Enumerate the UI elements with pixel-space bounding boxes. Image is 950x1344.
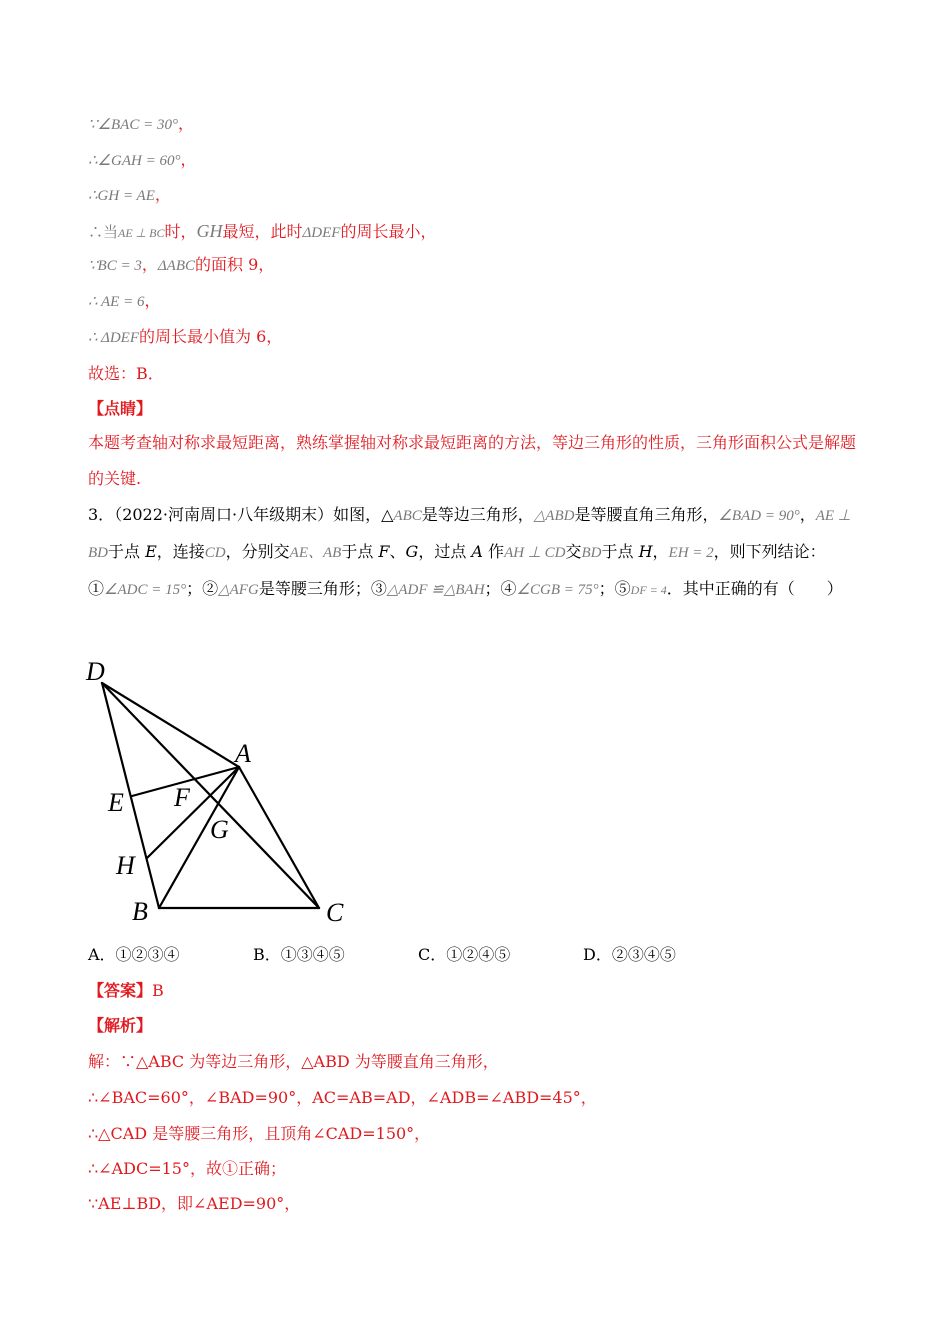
text: F xyxy=(378,542,390,561)
formula: ΔDEF xyxy=(302,225,341,241)
text: ，连接 xyxy=(156,542,205,561)
label-C: C xyxy=(326,898,344,927)
analysis-heading: 【解析】 xyxy=(88,1016,153,1035)
label-D: D xyxy=(86,657,105,686)
text: ， xyxy=(180,150,197,169)
text: ，分别交 xyxy=(225,542,290,561)
text: ，则下列结论：① xyxy=(88,542,826,598)
formula: △AFG xyxy=(218,582,259,598)
text: ， xyxy=(141,255,158,274)
formula: ∵∠BAC = 30° xyxy=(88,117,178,133)
text: 是等腰三角形；③ xyxy=(258,579,387,598)
analysis-line-5: ∵AE⊥BD，即∠AED=90°， xyxy=(88,1194,301,1213)
formula: ABC xyxy=(393,508,422,524)
label-G: G xyxy=(210,815,229,844)
formula: GH xyxy=(196,221,223,241)
solution-line-8: 故选：B． xyxy=(88,364,164,383)
analysis-line-1: 解：∵△ABC 为等边三角形，△ABD 为等腰直角三角形， xyxy=(88,1052,499,1071)
text: ；④ xyxy=(484,579,517,598)
formula: ∴∠GAH = 60° xyxy=(88,153,181,169)
text: G xyxy=(405,542,419,561)
text: 是等边三角形， xyxy=(421,505,534,524)
solution-line-6 xyxy=(88,290,161,313)
analysis-line-2: ∴∠BAC=60°，∠BAD=90°，AC=AB=AD，∠ADB=∠ABD=45°， xyxy=(88,1088,597,1107)
text: ．其中正确的有（ ） xyxy=(666,579,843,598)
solution-line-2 xyxy=(88,149,196,172)
formula: DF = 4 xyxy=(630,583,667,597)
text: E xyxy=(145,542,157,561)
analysis-line-3: ∴△CAD 是等腰三角形，且顶角∠CAD=150°， xyxy=(88,1124,431,1143)
geometry-figure xyxy=(80,650,370,935)
text: 交 xyxy=(565,542,582,561)
solution-line-1 xyxy=(88,113,194,136)
text: 是等腰直角三角形， xyxy=(574,505,719,524)
label-H: H xyxy=(116,851,135,880)
text: ；⑤ xyxy=(598,579,631,598)
formula: EH = 2 xyxy=(668,545,714,561)
formula: ∴ AE = 6 xyxy=(88,294,145,310)
label-A: A xyxy=(235,739,251,768)
text: 于点 xyxy=(341,542,379,561)
analysis-line-4: ∴∠ADC=15°，故①正确； xyxy=(88,1159,286,1178)
formula: ∠ADC = 15° xyxy=(104,582,187,598)
formula: ∴当 xyxy=(88,225,119,241)
option-c: C．①②④⑤ xyxy=(418,945,511,964)
text: 最短，此时 xyxy=(222,222,303,241)
text: ， xyxy=(177,114,194,133)
formula: ∴GH = AE xyxy=(88,188,155,204)
solution-line-3 xyxy=(88,184,171,207)
text: 的周长最小， xyxy=(340,222,437,241)
text: ， xyxy=(144,291,161,310)
comment-heading: 【点睛】 xyxy=(88,399,153,418)
text: ， xyxy=(154,185,171,204)
formula: AE、AB xyxy=(289,545,342,561)
formula: ∵BC = 3 xyxy=(88,258,142,274)
text: ，过点 xyxy=(418,542,472,561)
formula: △ABD xyxy=(533,508,575,524)
comment-body: 本题考查轴对称求最短距离，熟练掌握轴对称求最短距离的方法，等边三角形的性质，三角形面积公式是解题的关键. xyxy=(88,433,857,488)
text: 于点 xyxy=(108,542,146,561)
label-B: B xyxy=(132,897,148,926)
question-number: 3． xyxy=(88,505,115,524)
option-a: A．①②③④ xyxy=(88,945,180,964)
formula: AE ⊥ BC xyxy=(118,226,165,240)
text: 的面积 9， xyxy=(195,255,275,274)
text: H xyxy=(638,542,653,561)
question-source: （2022·河南周口·八年级期末）如图， xyxy=(114,505,382,524)
formula: ∠CGB = 75° xyxy=(516,582,599,598)
solution-line-7 xyxy=(88,326,282,349)
text: A xyxy=(471,542,483,561)
formula: ∠BAD = 90° xyxy=(718,508,800,524)
option-b: B．①③④⑤ xyxy=(253,945,345,964)
label-E: E xyxy=(108,788,124,817)
text: ， xyxy=(799,505,816,524)
formula: ∴ ΔDEF xyxy=(88,330,139,346)
answer xyxy=(88,980,164,1002)
option-d: D．②③④⑤ xyxy=(583,945,676,964)
text: △ xyxy=(381,505,394,524)
text: 于点 xyxy=(601,542,639,561)
text: 时， xyxy=(164,222,197,241)
solution-line-5 xyxy=(88,254,274,277)
solution-line-4 xyxy=(88,220,436,244)
formula: AE ⊥ BD xyxy=(88,508,851,561)
answer-heading: 【答案】 xyxy=(88,981,153,1000)
formula: CD xyxy=(204,545,226,561)
text: 作 xyxy=(482,542,505,561)
text: 的周长最小值为 6， xyxy=(138,327,283,346)
formula: △ADF ≌△BAH xyxy=(386,582,485,598)
text: ；② xyxy=(186,579,219,598)
text: ， xyxy=(652,542,669,561)
text: 、 xyxy=(389,542,406,561)
formula: BD xyxy=(581,545,602,561)
question-text xyxy=(88,497,868,608)
answer-value: B xyxy=(152,981,164,1000)
segment-AH xyxy=(147,767,239,858)
formula: ΔABC xyxy=(157,258,195,274)
label-F: F xyxy=(174,783,190,812)
formula: AH ⊥ CD xyxy=(504,545,566,561)
